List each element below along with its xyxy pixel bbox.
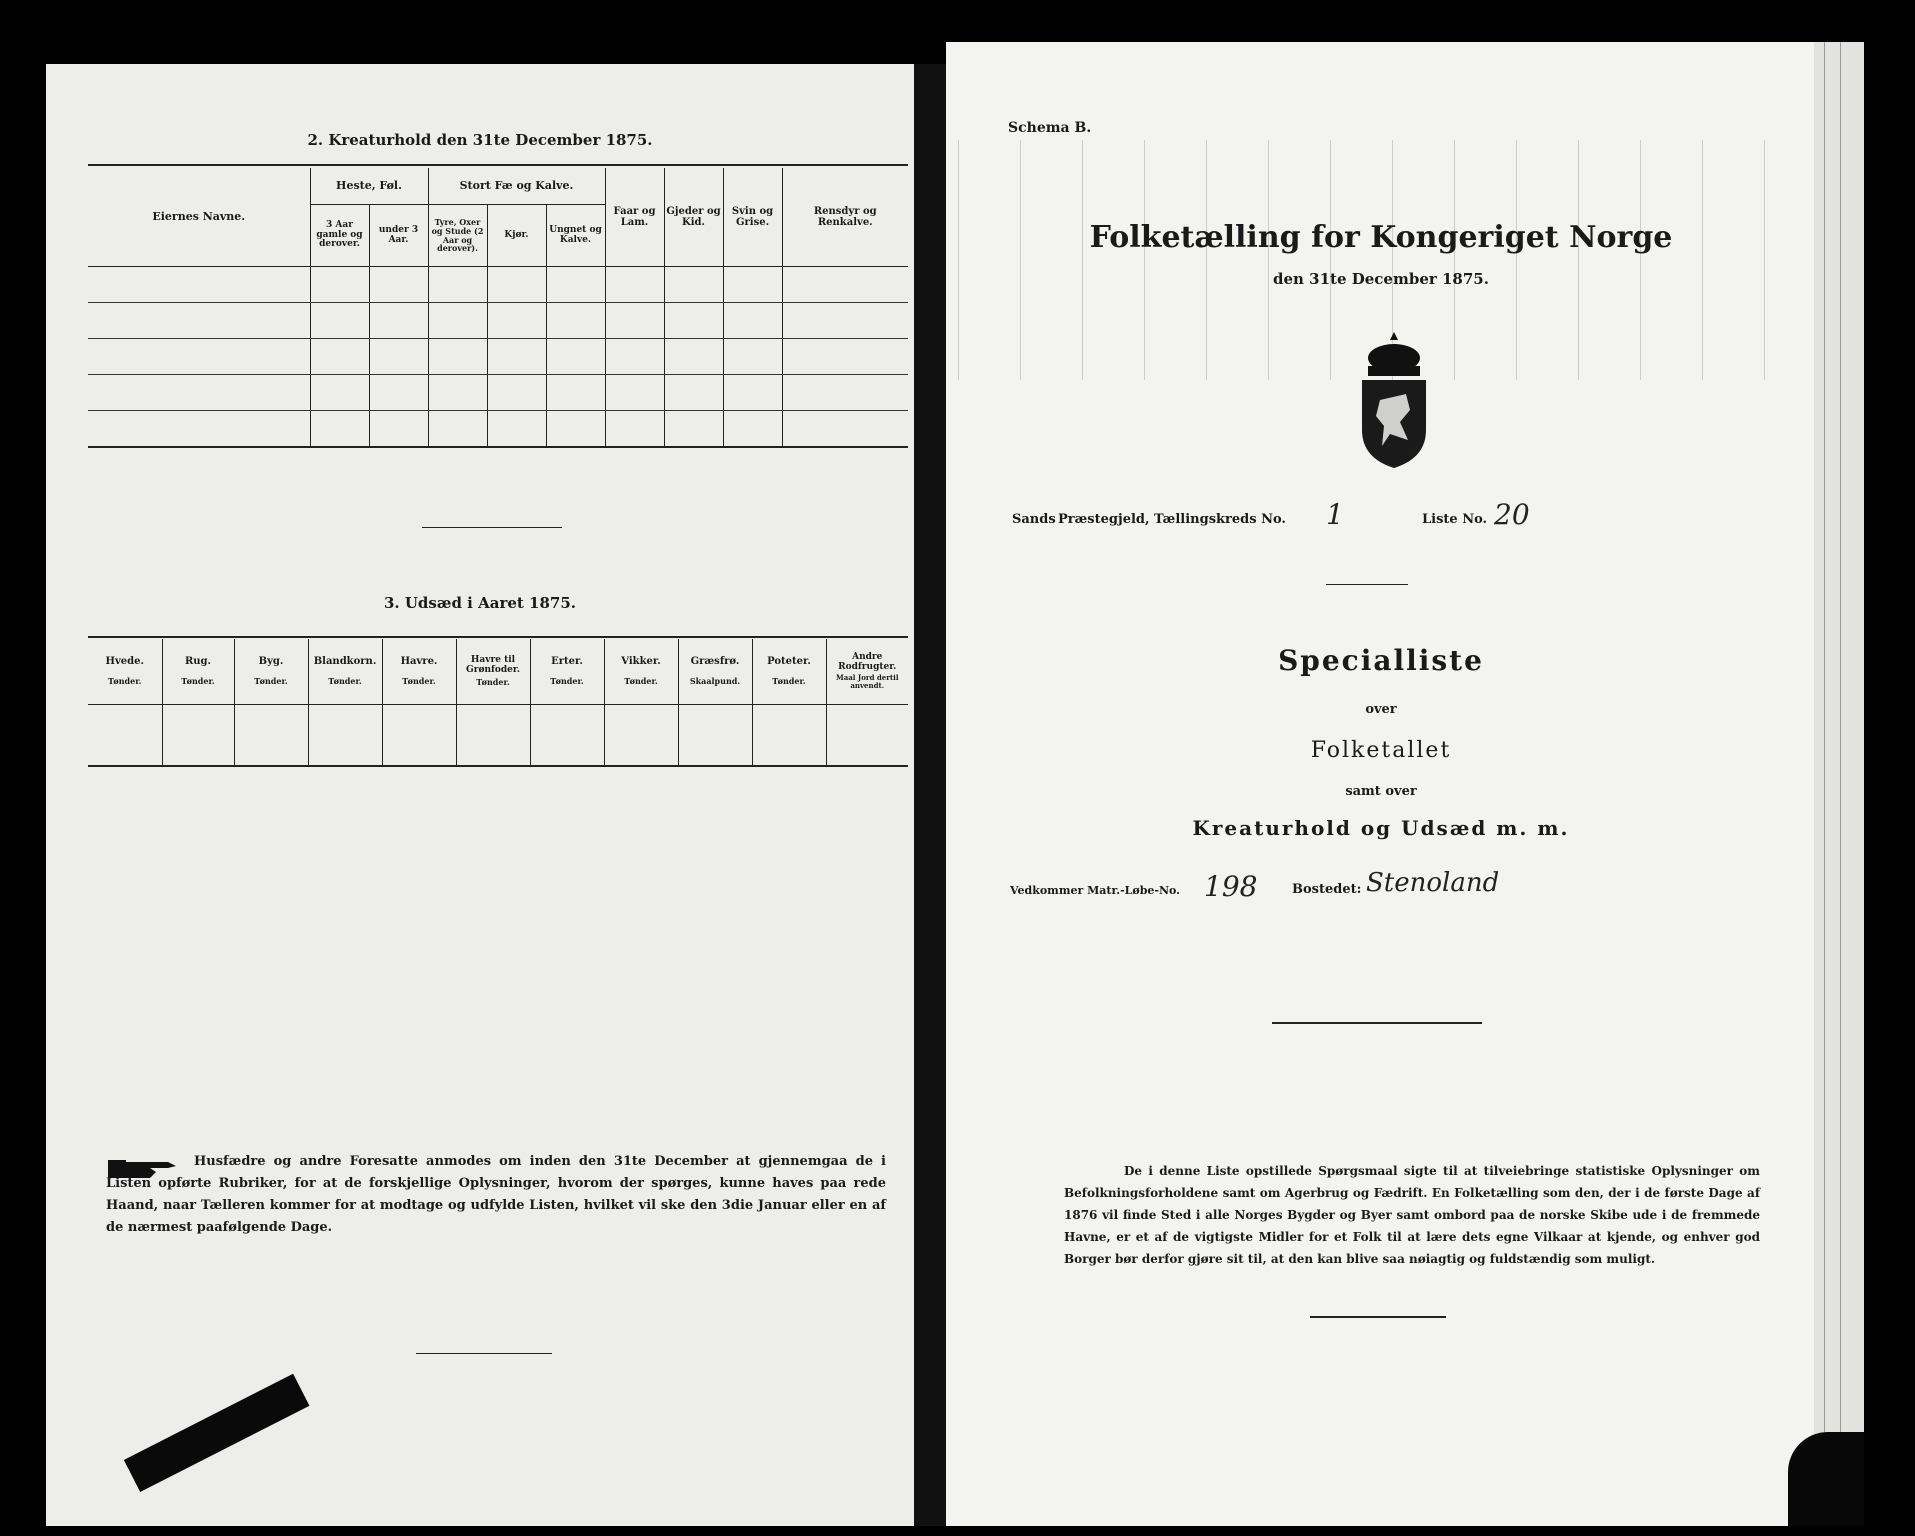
section-2-title: 2. Kreaturhold den 31te December 1875. — [307, 131, 653, 149]
kreaturhold-heading: Kreaturhold og Udsæd m. m. — [1192, 816, 1570, 840]
col-graesfro: Græsfrø. Skaalpund. — [678, 639, 752, 704]
group-horses: Heste, Føl. 3 Aar gamle og derover. under 3 Aar. — [310, 168, 428, 267]
over-text: over — [1365, 702, 1397, 717]
col-havre-gronfoder: Havre til Grønfoder. Tønder. — [456, 639, 530, 704]
rule — [88, 164, 908, 166]
col-vikker: Vikker. Tønder. — [604, 639, 678, 704]
table-row — [88, 411, 908, 447]
table-row — [88, 339, 908, 375]
col-erter: Erter. Tønder. — [530, 639, 604, 704]
col-rug: Rug. Tønder. — [162, 639, 234, 704]
col-owner-names: Eiernes Navne. — [88, 168, 310, 267]
col-pigs: Svin og Grise. — [723, 168, 782, 267]
col-havre: Havre. Tønder. — [382, 639, 456, 704]
folketallet-text: Folketallet — [1310, 738, 1452, 763]
divider — [422, 527, 562, 528]
parish-label: Præstegjeld, — [1058, 512, 1150, 527]
special-list-heading: Specialliste — [1278, 644, 1484, 677]
census-subtitle: den 31te December 1875. — [1273, 270, 1489, 288]
section-3-title: 3. Udsæd i Aaret 1875. — [383, 594, 577, 612]
col-hvede: Hvede. Tønder. — [88, 639, 162, 704]
norway-coat-of-arms-icon — [1354, 330, 1434, 470]
rule — [88, 636, 908, 638]
page-edge-line — [1824, 42, 1825, 1526]
col-poteter: Poteter. Tønder. — [752, 639, 826, 704]
notice-text: Husfædre og andre Foresatte anmodes om inden den 31te December at gjennemgaa de i Listen opførte Rubriker, for at de forskjellige Oplysninger, hvorom der spørges, kunne haves paa rede Haand, naar Tælleren kommer for at modtage og udfylde Listen, hvilket vil ske den 3die Januar eller en af de nærmest paafølgende Dage. — [106, 1154, 886, 1235]
table-row — [88, 267, 908, 303]
col-byg: Byg. Tønder. — [234, 639, 308, 704]
list-value: 20 — [1494, 498, 1530, 531]
bosted-value: Stenoland — [1366, 868, 1500, 898]
schema-label: Schema B. — [1008, 120, 1092, 136]
col-sheep: Faar og Lam. — [605, 168, 664, 267]
col-andre-rodfrugter: Andre Rodfrugter. Maal Jord dertil anvendt. — [826, 639, 908, 704]
divider — [1326, 584, 1408, 585]
col-reindeer: Rensdyr og Renkalve. — [782, 168, 908, 267]
left-page — [46, 64, 914, 1526]
matr-label: Vedkommer Matr.-Løbe-No. — [1010, 884, 1180, 897]
col-goats: Gjeder og Kid. — [664, 168, 723, 267]
right-page — [946, 42, 1864, 1526]
page-edge-line — [1840, 42, 1841, 1526]
livestock-table — [88, 168, 908, 448]
gutter — [914, 64, 946, 1526]
divider — [416, 1353, 552, 1354]
district-label: Tællingskreds No. — [1154, 512, 1286, 527]
district-value: 1 — [1326, 498, 1344, 531]
col-blandkorn: Blandkorn. Tønder. — [308, 639, 382, 704]
scanner-ruler — [124, 1374, 310, 1492]
bosted-label: Bostedet: — [1292, 882, 1362, 897]
sowing-table — [88, 639, 908, 767]
list-label: Liste No. — [1422, 512, 1488, 527]
explanation-paragraph: De i denne Liste opstillede Spørgsmaal sigte til at tilveiebringe statistiske Oplysninger om Befolkningsforholdene samt om Agerbrug og Fædrift. En Folketælling som den, der i de første Dage af 1876 vil finde Sted i alle Norges Bygder og Byer samt ombord paa de norske Skibe ude i de fremmede Havne, er et af de vigtigste Midler for et Folk til at lære dets egne Vilkaar at kjende, og enhver god Borger bør derfor gjøre sit til, at den kan blive saa nøiagtig og fuldstændig som muligt. — [1064, 1164, 1760, 1266]
parish-prefix: Sands — [1012, 512, 1056, 527]
matr-value: 198 — [1204, 870, 1258, 903]
table-row — [88, 704, 908, 766]
table-row — [88, 303, 908, 339]
census-title: Folketælling for Kongeriget Norge — [1089, 220, 1673, 255]
divider — [1272, 1022, 1482, 1024]
group-cattle: Stort Fæ og Kalve. Tyre, Oxer og Stude (2 Aar og derover). Kjør. Ungnet og Kalve. — [428, 168, 605, 267]
scanner-clip — [1788, 1432, 1864, 1526]
page-edge — [1814, 42, 1864, 1526]
samt-over-text: samt over — [1345, 784, 1417, 799]
divider — [1310, 1316, 1446, 1318]
table-row — [88, 375, 908, 411]
